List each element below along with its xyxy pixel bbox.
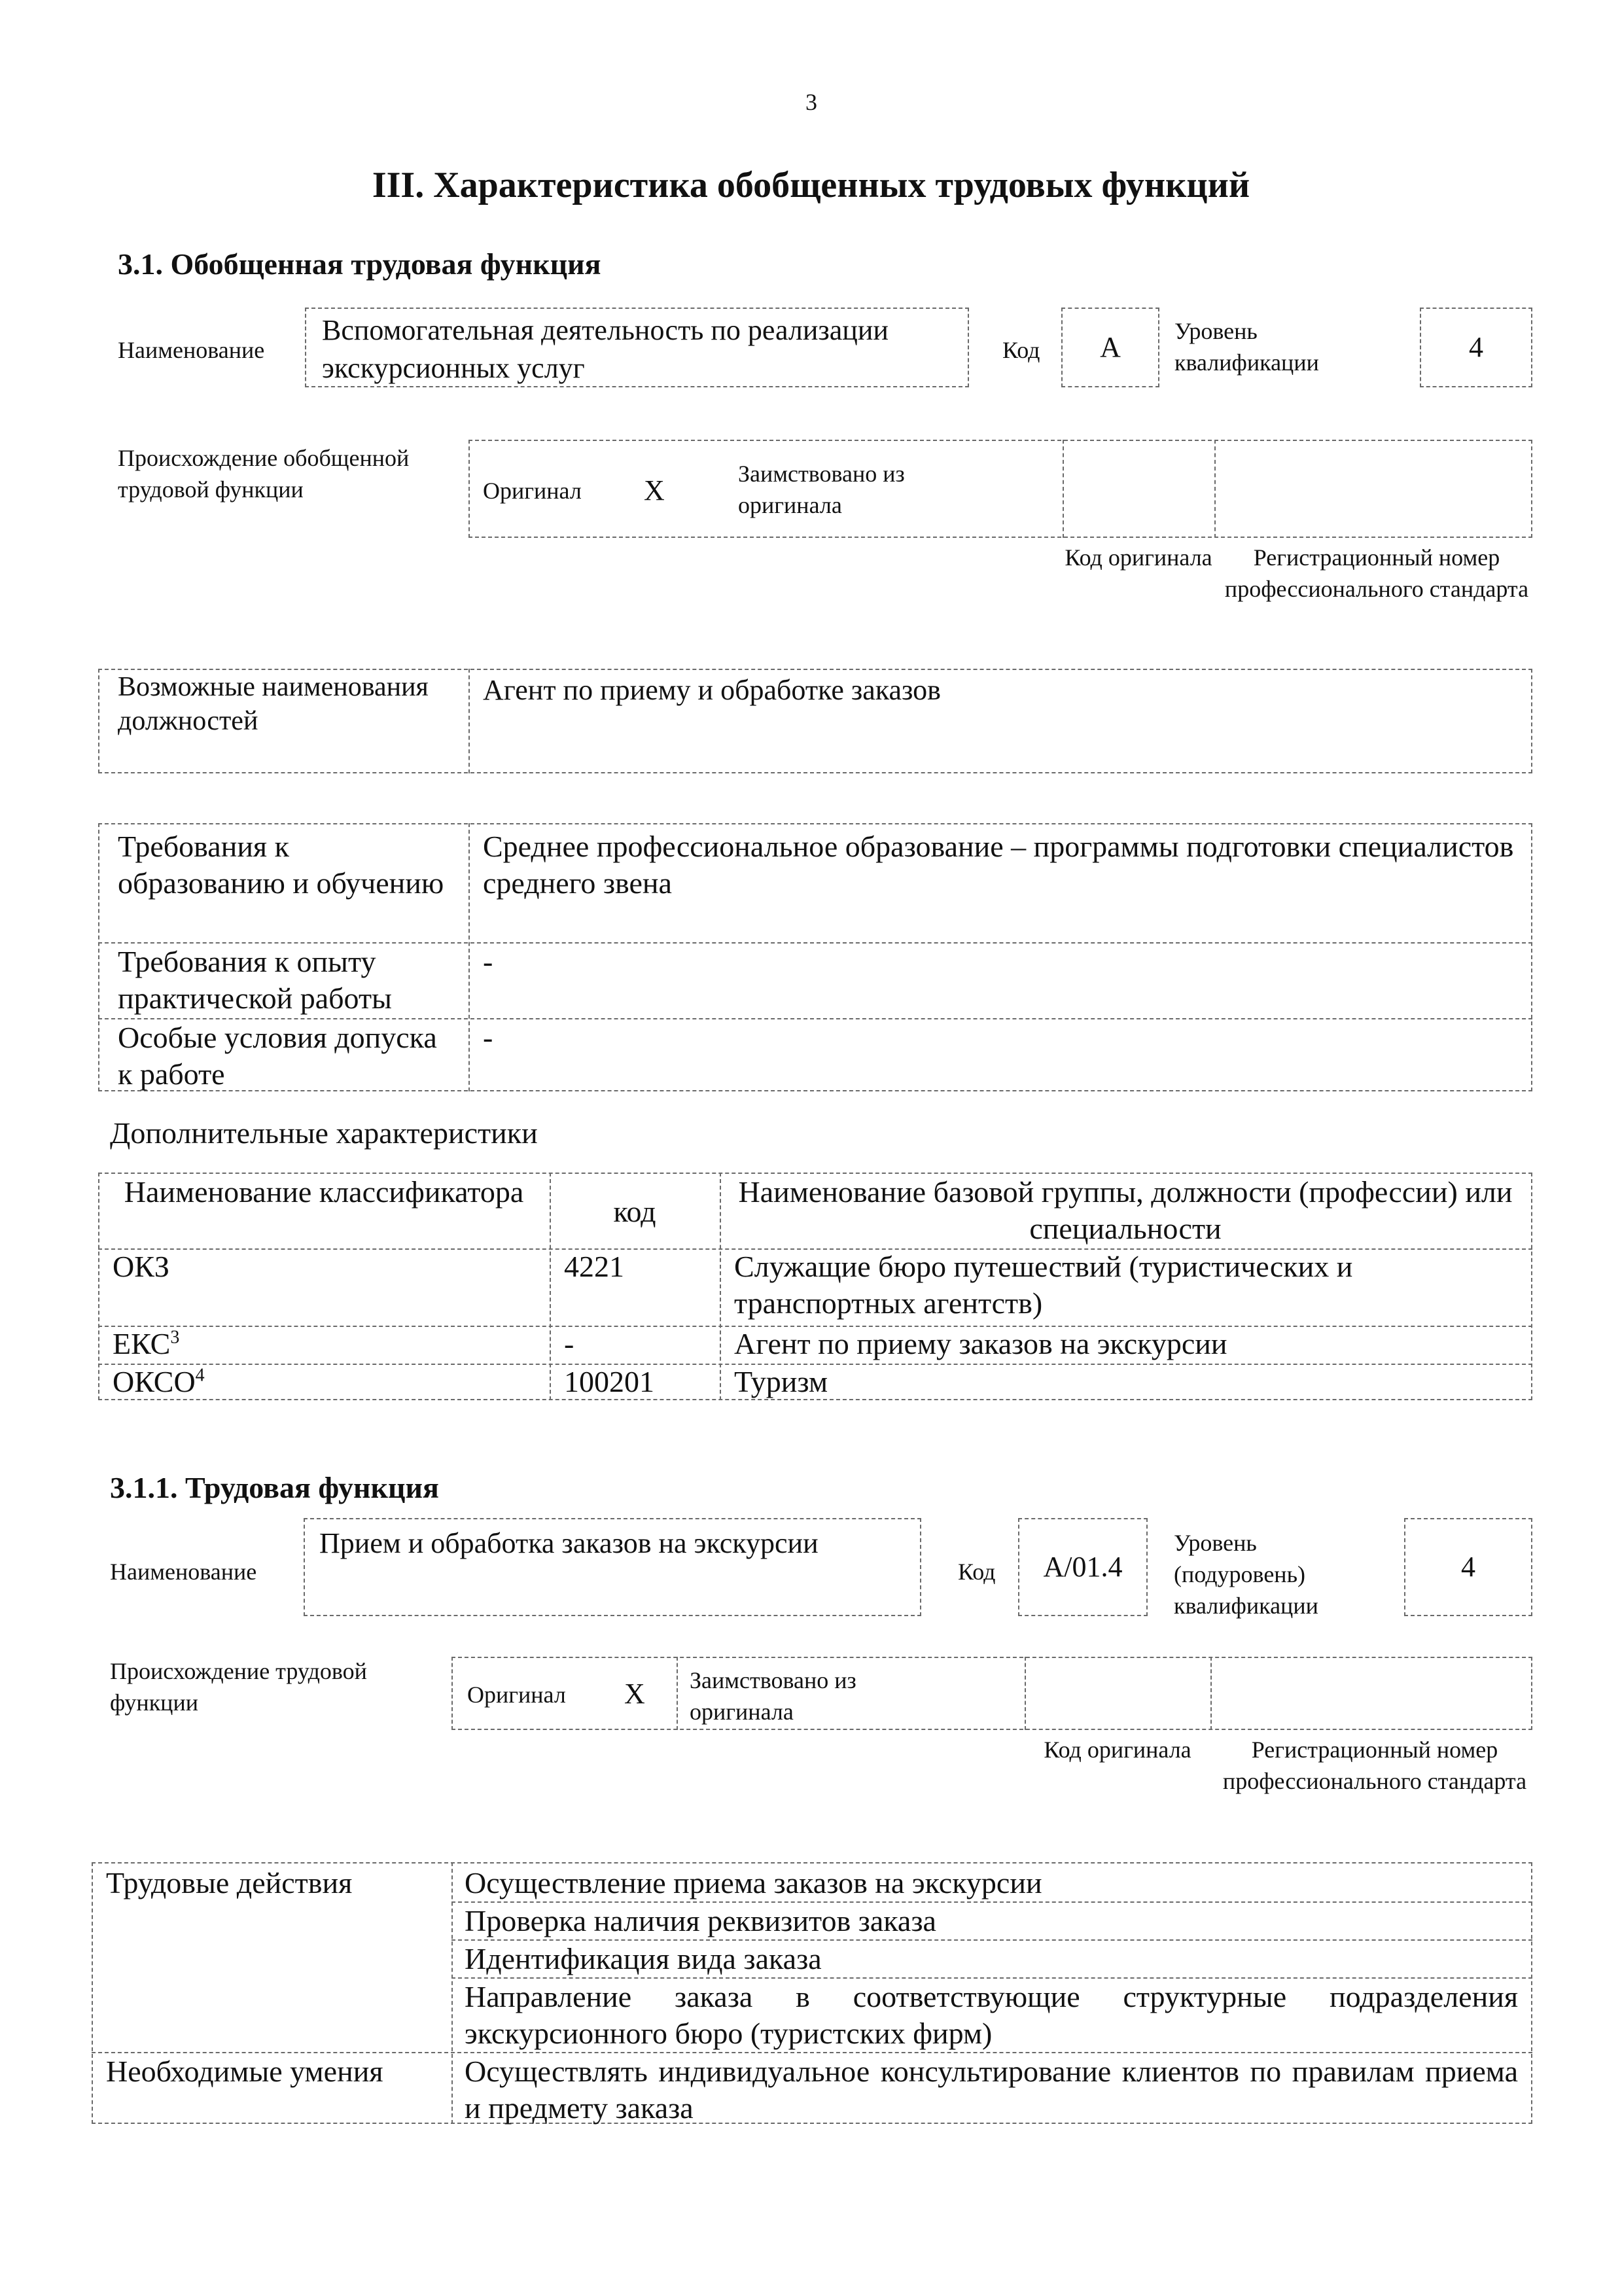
tf-actions-label: Трудовые действия xyxy=(106,1866,353,1899)
tf-name-box xyxy=(304,1518,921,1616)
tf-code-label: Код xyxy=(958,1559,996,1585)
extra-heading: Дополнительные характеристики xyxy=(110,1116,538,1150)
tf-action-item: Направление заказа в соответствующие структурные подразделения экскурсионного бюро (туристских фирм) xyxy=(465,1980,1518,2050)
tf-level-box xyxy=(1404,1518,1532,1616)
gtf-name-label: Наименование xyxy=(118,337,265,363)
tf-code-value: A/01.4 xyxy=(1043,1551,1123,1583)
extra-header-classifier: Наименование классификатора xyxy=(124,1175,524,1209)
section-title: III. Характеристика обобщенных трудовых функций xyxy=(372,165,1250,205)
tf-skills-label: Необходимые умения xyxy=(106,2055,383,2088)
tf-code-box xyxy=(1018,1518,1148,1616)
gtf-conditions-label: Особые условия допуска к работе xyxy=(118,1021,437,1091)
gtf-heading: 3.1. Обобщенная трудовая функция xyxy=(118,247,601,281)
extra-row-classifier: ОКСО$^4$ xyxy=(113,1365,205,1398)
gtf-name-value: Вспомогательная деятельность по реализации экскурсионных услуг xyxy=(322,314,889,384)
extra-row-code: 4221 xyxy=(564,1250,624,1283)
extra-row-code: 100201 xyxy=(564,1365,654,1398)
extra-row-name: Служащие бюро путешествий (туристических и транспортных агентств) xyxy=(734,1250,1353,1320)
gtf-education-value: Среднее профессиональное образование – программы подготовки специалистов среднего звена xyxy=(483,830,1514,900)
extra-row-name: Агент по приему заказов на экскурсии xyxy=(734,1327,1227,1360)
tf-skill-item: Осуществлять индивидуальное консультирование клиентов по правилам приема и предмету заказа xyxy=(465,2055,1518,2125)
tf-code-original-caption: Код оригинала xyxy=(1044,1737,1191,1763)
extra-row-code: - xyxy=(564,1327,574,1360)
gtf-reg-number-caption: Регистрационный номер профессионального стандарта xyxy=(1224,544,1529,602)
tf-action-item: Идентификация вида заказа xyxy=(465,1942,822,1975)
tf-original-mark: X xyxy=(624,1678,645,1710)
tf-original-label: Оригинал xyxy=(467,1682,566,1708)
gtf-experience-value: - xyxy=(483,945,493,978)
gtf-experience-label: Требования к опыту практической работы xyxy=(118,945,392,1015)
extra-header-name: Наименование базовой группы, должности (профессии) или специальности xyxy=(738,1175,1513,1245)
gtf-code-label: Код xyxy=(1002,337,1040,363)
gtf-positions-value: Агент по приему и обработке заказов xyxy=(483,674,941,706)
gtf-code-value: A xyxy=(1100,331,1121,363)
gtf-origin-label: Происхождение обобщенной трудовой функции xyxy=(118,445,410,503)
gtf-original-label: Оригинал xyxy=(483,478,582,504)
gtf-positions-label: Возможные наименования должностей xyxy=(118,672,429,736)
tf-level-value: 4 xyxy=(1461,1551,1475,1583)
gtf-code-original-caption: Код оригинала xyxy=(1065,544,1212,571)
tf-reg-number-caption: Регистрационный номер профессионального стандарта xyxy=(1222,1737,1527,1794)
gtf-borrowed-label: Заимствовано из оригинала xyxy=(738,461,905,518)
tf-origin-table xyxy=(451,1657,1532,1730)
tf-action-item: Осуществление приема заказов на экскурсии xyxy=(465,1866,1042,1899)
page-number: 3 xyxy=(805,89,817,115)
tf-borrowed-label: Заимствовано из оригинала xyxy=(690,1667,856,1725)
gtf-conditions-value: - xyxy=(483,1021,493,1054)
gtf-origin-table xyxy=(468,440,1532,538)
gtf-level-label: Уровень квалификации xyxy=(1174,318,1319,376)
gtf-level-box xyxy=(1420,308,1532,387)
extra-row-classifier: ОКЗ xyxy=(113,1250,169,1283)
extra-row-name: Туризм xyxy=(734,1365,828,1398)
tf-heading: 3.1.1. Трудовая функция xyxy=(110,1471,439,1504)
tf-name-value: Прием и обработка заказов на экскурсии xyxy=(319,1527,819,1559)
tf-action-item: Проверка наличия реквизитов заказа xyxy=(465,1904,936,1937)
gtf-name-box xyxy=(305,308,969,387)
gtf-education-label: Требования к образованию и обучению xyxy=(118,830,444,900)
tf-origin-label: Происхождение трудовой функции xyxy=(110,1658,367,1716)
extra-row-classifier: ЕКС$^3$ xyxy=(113,1327,180,1360)
gtf-code-box xyxy=(1061,308,1159,387)
extra-header-code: код xyxy=(613,1195,656,1228)
gtf-original-mark: X xyxy=(644,474,665,506)
gtf-level-value: 4 xyxy=(1469,331,1483,363)
tf-level-label: Уровень (подуровень) квалификации xyxy=(1174,1530,1318,1619)
tf-name-label: Наименование xyxy=(110,1559,257,1585)
